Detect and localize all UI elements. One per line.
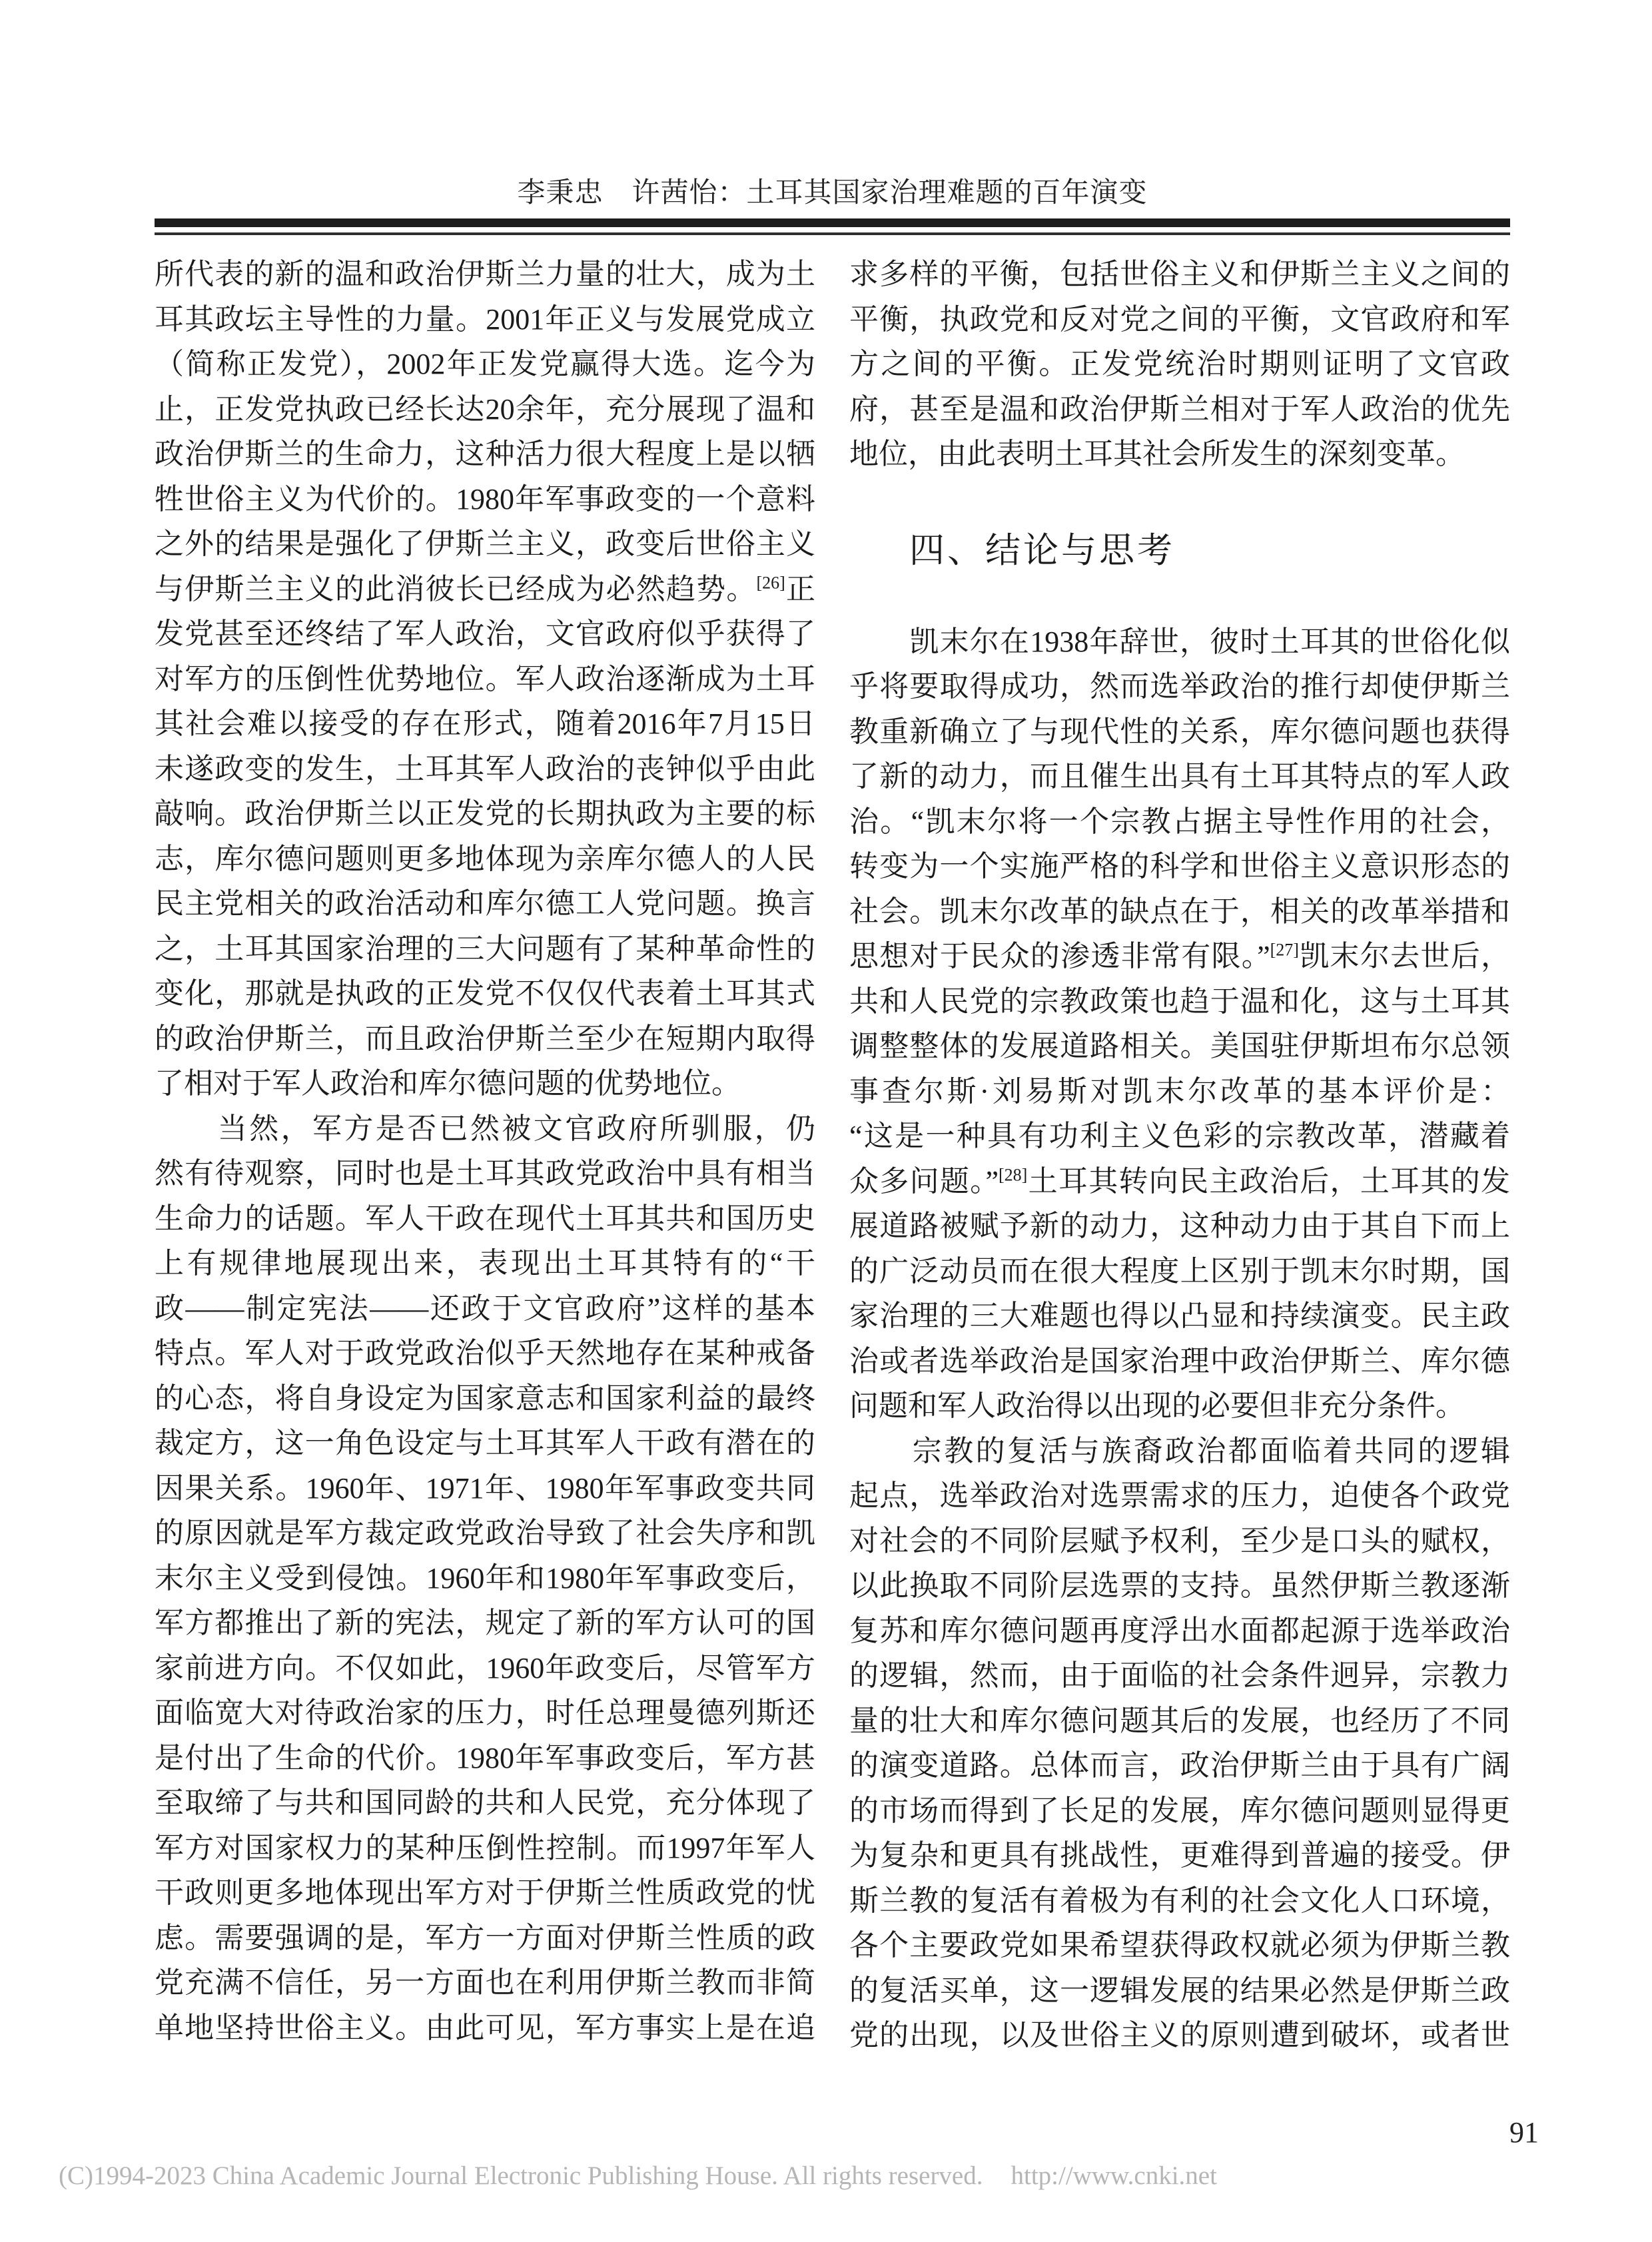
- footnote-ref: [28]: [999, 1164, 1028, 1184]
- text-line: 未遂政变的发生，土耳其军人政治的丧钟似乎由此: [155, 752, 815, 785]
- text-line: 求多样的平衡，包括世俗主义和伊斯兰主义之间的: [849, 258, 1510, 290]
- text-line: 单地坚持世俗主义。由此可见，军方事实上是在追: [155, 2011, 815, 2044]
- text-line: 复苏和库尔德问题再度浮出水面都起源于选举政治: [849, 1614, 1510, 1647]
- text-line: 发党甚至还终结了军人政治，文官政府似乎获得了: [155, 617, 815, 650]
- text-line: 以此换取不同阶层选票的支持。虽然伊斯兰教逐渐: [849, 1569, 1510, 1602]
- text-line: 思想对于民众的渗透非常有限。”[27]凯末尔去世后，: [849, 940, 1510, 972]
- text-line: 生命力的话题。军人干政在现代土耳其共和国历史: [155, 1202, 815, 1235]
- text-line: 乎将要取得成功，然而选举政治的推行却使伊斯兰: [849, 670, 1510, 703]
- footnote-ref: [26]: [756, 572, 785, 592]
- text-line: 党充满不信任，另一方面也在利用伊斯兰教而非简: [155, 1966, 815, 1999]
- text-line: 对军方的压倒性优势地位。军人政治逐渐成为土耳: [155, 662, 815, 695]
- text-line: 干政则更多地体现出军方对于伊斯兰性质政党的忧: [155, 1876, 815, 1909]
- footer-url: http://www.cnki.net: [1011, 2161, 1217, 2190]
- text-line: 的复活买单，这一逻辑发展的结果必然是伊斯兰政: [849, 1974, 1510, 2007]
- text-line: 方之间的平衡。正发党统治时期则证明了文官政: [849, 348, 1510, 380]
- text-line: 教重新确立了与现代性的关系，库尔德问题也获得: [849, 715, 1510, 748]
- header-rule-thick: [155, 218, 1510, 227]
- text-line: 展道路被赋予新的动力，这种动力由于其自下而上: [849, 1210, 1510, 1242]
- text-line: 社会。凯末尔改革的缺点在于，相关的改革举措和: [849, 895, 1510, 928]
- text-line: 对社会的不同阶层赋予权利，至少是口头的赋权，: [849, 1524, 1510, 1557]
- text-line: 家前进方向。不仅如此，1960年政变后，尽管军方: [155, 1651, 815, 1684]
- text-line: 的市场而得到了长足的发展，库尔德问题则显得更: [849, 1794, 1510, 1827]
- section-heading: 四、结论与思考: [909, 531, 1175, 570]
- footnote-ref: [27]: [1270, 940, 1299, 960]
- two-column-body: [155, 252, 1510, 2058]
- text-line: 共和人民党的宗教政策也趋于温和化，这与土耳其: [849, 984, 1510, 1018]
- page-content: [155, 0, 1510, 2242]
- text-line: 虑。需要强调的是，军方一方面对伊斯兰性质的政: [155, 1921, 815, 1954]
- text-line: 至取缔了与共和国同龄的共和人民党，充分体现了: [155, 1786, 815, 1819]
- right-column: [849, 252, 1510, 2058]
- text-line: 所代表的新的温和政治伊斯兰力量的壮大，成为土: [155, 258, 815, 290]
- text-line: 的逻辑，然而，由于面临的社会条件迥异，宗教力: [849, 1659, 1510, 1692]
- text-line: 敲响。政治伊斯兰以正发党的长期执政为主要的标: [155, 797, 815, 830]
- text-line: （简称正发党），2002年正发党赢得大选。迄今为: [155, 348, 815, 380]
- text-line: 上有规律地展现出来，表现出土耳其特有的“干: [155, 1247, 815, 1280]
- running-title: 李秉忠 许茜怡：土耳其国家治理难题的百年演变: [517, 178, 1148, 208]
- text-line: 党的出现，以及世俗主义的原则遭到破坏，或者世: [849, 2019, 1510, 2052]
- text-line: 的演变道路。总体而言，政治伊斯兰由于具有广阔: [849, 1749, 1510, 1782]
- text-line: 的原因就是军方裁定政党政治导致了社会失序和凯: [155, 1517, 815, 1549]
- text-line: 特点。军人对于政党政治似乎天然地存在某种戒备: [155, 1337, 815, 1369]
- text-line: 民主党相关的政治活动和库尔德工人党问题。换言: [155, 887, 815, 920]
- text-line: 的广泛动员而在很大程度上区别于凯末尔时期，国: [849, 1254, 1510, 1288]
- text-line: 的心态，将自身设定为国家意志和国家利益的最终: [155, 1381, 815, 1415]
- footer: [59, 2161, 1217, 2191]
- text-line: 地位，由此表明土耳其社会所发生的深刻变革。: [849, 438, 1465, 470]
- text-line: 与伊斯兰主义的此消彼长已经成为必然趋势。[26]正: [155, 572, 816, 605]
- text-line: 是付出了生命的代价。1980年军事政变后，军方甚: [155, 1741, 815, 1774]
- text-line: 平衡，执政党和反对党之间的平衡，文官政府和军: [849, 302, 1510, 336]
- text-line: 调整整体的发展道路相关。美国驻伊斯坦布尔总领: [849, 1030, 1510, 1062]
- text-line: “这是一种具有功利主义色彩的宗教改革，潜藏着: [849, 1120, 1510, 1152]
- text-line: 政——制定宪法——还政于文官政府”这样的基本: [155, 1292, 815, 1325]
- text-line: 家治理的三大难题也得以凸显和持续演变。民主政: [849, 1300, 1510, 1332]
- text-line: 因果关系。1960年、1971年、1980年军事政变共同: [155, 1471, 815, 1505]
- text-line: 面临宽大对待政治家的压力，时任总理曼德列斯还: [155, 1696, 815, 1729]
- text-line: 斯兰教的复活有着极为有利的社会文化人口环境，: [849, 1884, 1510, 1917]
- text-line: 末尔主义受到侵蚀。1960年和1980年军事政变后，: [155, 1561, 815, 1595]
- text-line: 之，土耳其国家治理的三大问题有了某种革命性的: [155, 932, 815, 965]
- text-line: 然有待观察，同时也是土耳其政党政治中具有相当: [155, 1157, 815, 1190]
- text-line: 转变为一个实施严格的科学和世俗主义意识形态的: [849, 850, 1510, 883]
- text-line: 变化，那就是执政的正发党不仅仅代表着土耳其式: [155, 977, 815, 1010]
- text-line: 耳其政坛主导性的力量。2001年正义与发展党成立: [155, 302, 815, 336]
- text-line: 起点，选举政治对选票需求的压力，迫使各个政党: [849, 1479, 1510, 1512]
- text-line: 裁定方，这一角色设定与土耳其军人干政有潜在的: [155, 1427, 815, 1459]
- text-line: 当然，军方是否已然被文官政府所驯服，仍: [155, 1112, 815, 1145]
- text-line: 之外的结果是强化了伊斯兰主义，政变后世俗主义: [155, 528, 815, 560]
- text-line: 问题和军人政治得以出现的必要但非充分条件。: [849, 1389, 1465, 1422]
- text-line: 了新的动力，而且催生出具有土耳其特点的军人政: [849, 760, 1510, 793]
- text-line: 府，甚至是温和政治伊斯兰相对于军人政治的优先: [849, 392, 1510, 426]
- text-line: 众多问题。”[28]土耳其转向民主政治后，土耳其的发: [849, 1164, 1511, 1198]
- footer-copyright: (C)1994-2023 China Academic Journal Electronic Publishing House. All rights reserved.: [59, 2161, 983, 2190]
- text-line: 治或者选举政治是国家治理中政治伊斯兰、库尔德: [849, 1344, 1510, 1377]
- text-line: 治。“凯末尔将一个宗教占据主导性作用的社会，: [849, 805, 1510, 838]
- text-line: 为复杂和更具有挑战性，更难得到普遍的接受。伊: [849, 1839, 1510, 1872]
- text-line: 政治伊斯兰的生命力，这种活力很大程度上是以牺: [155, 438, 815, 470]
- text-line: 军方都推出了新的宪法，规定了新的军方认可的国: [155, 1607, 815, 1639]
- text-line: 军方对国家权力的某种压倒性控制。而1997年军人: [155, 1831, 815, 1864]
- text-line: 志，库尔德问题则更多地体现为亲库尔德人的人民: [155, 842, 815, 875]
- text-line: 其社会难以接受的存在形式，随着2016年7月15日: [155, 707, 815, 740]
- text-line: 凯末尔在1938年辞世，彼时土耳其的世俗化似: [849, 625, 1510, 658]
- text-line: 各个主要政党如果希望获得政权就必须为伊斯兰教: [849, 1929, 1510, 1962]
- left-column: [155, 252, 815, 2058]
- text-line: 量的壮大和库尔德问题其后的发展，也经历了不同: [849, 1704, 1510, 1737]
- page-number: 91: [1509, 2116, 1539, 2149]
- header-rule-thin: [155, 232, 1510, 235]
- text-line: 牲世俗主义为代价的。1980年军事政变的一个意料: [155, 482, 815, 516]
- text-line: 止，正发党执政已经长达20余年，充分展现了温和: [155, 392, 815, 426]
- text-line: 事查尔斯·刘易斯对凯末尔改革的基本评价是：: [849, 1074, 1510, 1108]
- text-line: 了相对于军人政治和库尔德问题的优势地位。: [155, 1067, 741, 1100]
- text-line: 的政治伊斯兰，而且政治伊斯兰至少在短期内取得: [155, 1022, 815, 1055]
- text-line: 宗教的复活与族裔政治都面临着共同的逻辑: [849, 1434, 1510, 1467]
